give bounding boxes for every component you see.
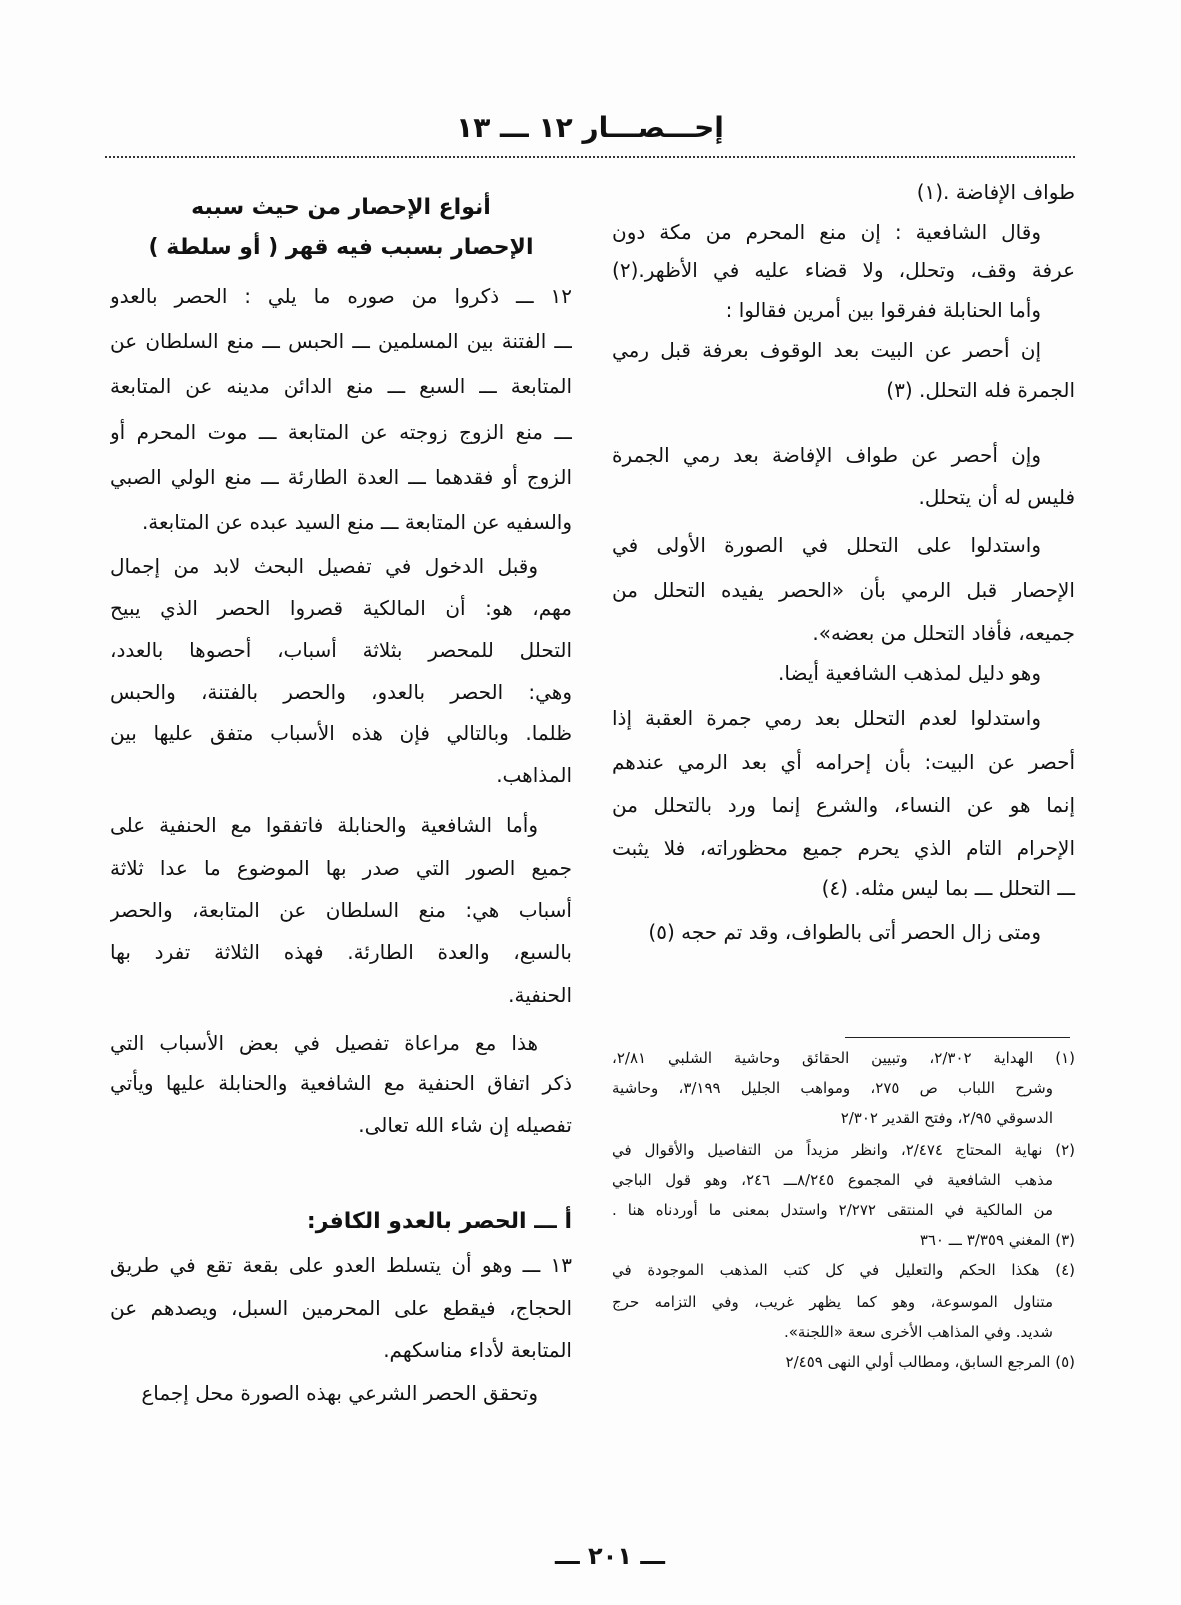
text-line: أسباب هي: منع السلطان عن المتابعة، والحصر: [110, 898, 572, 922]
header-dotted-divider: [105, 156, 1075, 158]
text-line: ١٣ ـــ وهو أن يتسلط العدو على بقعة تقع في طريق: [110, 1253, 572, 1277]
text-line: إنما هو عن النساء، والشرع إنما ورد بالتحلل من: [612, 793, 1075, 817]
text-line: أحصر عن البيت: بأن إحرامه أي بعد الرمي عندهم: [612, 750, 1075, 774]
text-line: جميعه، فأفاد التحلل من بعضه».: [812, 621, 1075, 645]
text-line: والسفيه عن المتابعة ـــ منع السيد عبده عن المتابعة.: [141, 510, 572, 534]
footnote-line: شديد. وفي المذاهب الأخرى سعة «اللجنة».: [783, 1323, 1053, 1341]
text-line: المذاهب.: [496, 763, 572, 787]
text-line: وإن أحصر عن طواف الإفاضة بعد رمي الجمرة: [612, 443, 1041, 467]
page-number: ـــ ٢٠١ ـــ: [555, 1542, 665, 1570]
text-line: فليس له أن يتحلل.: [918, 485, 1075, 509]
text-line: عرفة وقف، وتحلل، ولا قضاء عليه في الأظهر.(٢): [612, 258, 1075, 282]
text-line: بالسبع، والعدة الطارئة. فهذه الثلاثة تفرد بها: [110, 940, 572, 964]
text-line: الحجاج، فيقطع على المحرمين السبل، ويصدهم عن: [110, 1296, 572, 1320]
footnote-line: الدسوقي ٢/٩٥، وفتح القدير ٢/٣٠٢: [840, 1109, 1053, 1127]
footnote-line: مذهب الشافعية في المجموع ٨/٢٤٥ـــ ٢٤٦، وهو قول الباجي: [612, 1171, 1053, 1189]
footnote-rule: [845, 1037, 1070, 1038]
text-line: واستدلوا على التحلل في الصورة الأولى في: [612, 533, 1041, 557]
footnote-line: (٤) هكذا الحكم والتعليل في كل كتب المذهب الموجودة في: [612, 1261, 1075, 1279]
text-line: المتابعة ـــ السبع ـــ منع الدائن مدينه عن المتابعة: [110, 374, 572, 398]
text-line: الإحرام التام الذي يحرم جميع محظوراته، فلا يثبت: [612, 836, 1075, 860]
text-line: وأما الشافعية والحنابلة فاتفقوا مع الحنفية على: [110, 813, 538, 837]
text-line: الزوج أو فقدهما ـــ العدة الطارئة ـــ منع الولي الصبي: [110, 465, 572, 489]
footnote-line: من المالكية في المنتقى ٢/٢٧٢ واستدل بمعنى ما أوردناه هنا .: [612, 1201, 1053, 1219]
text-line: ومتى زال الحصر أتى بالطواف، وقد تم حجه (٥): [648, 920, 1041, 944]
footnote-line: وشرح اللباب ص ٢٧٥، ومواهب الجليل ٣/١٩٩، وحاشية: [612, 1079, 1053, 1097]
footnote-line: متناول الموسوعة، وهو كما يظهر غريب، وفي التزامه حرج: [612, 1293, 1053, 1311]
text-line: ـــ الفتنة بين المسلمين ـــ الحبس ـــ منع السلطان عن: [110, 329, 572, 353]
text-line: وقبل الدخول في تفصيل البحث لابد من إجمال: [110, 554, 538, 578]
text-line: الحنفية.: [508, 983, 572, 1007]
text-line: ذكر اتفاق الحنفية مع الشافعية والحنابلة عليها ويأتي: [110, 1071, 572, 1095]
text-line: طواف الإفاضة .(١): [916, 180, 1075, 204]
text-line: مهم، هو: أن المالكية قصروا الحصر الذي يبيح: [110, 596, 572, 620]
text-line: وتحقق الحصر الشرعي بهذه الصورة محل إجماع: [141, 1381, 538, 1405]
text-line: ١٢ ـــ ذكروا من صوره ما يلي : الحصر بالعدو: [110, 284, 572, 308]
text-line: الإحصار قبل الرمي بأن «الحصر يفيده التحلل من: [612, 578, 1075, 602]
text-line: جميع الصور التي صدر بها الموضوع ما عدا ثلاثة: [110, 856, 572, 880]
text-line: ـــ التحلل ـــ بما ليس مثله. (٤): [821, 876, 1075, 900]
subsection-heading: أ ـــ الحصر بالعدو الكافر:: [306, 1209, 572, 1234]
text-line: ظلما. وبالتالي فإن هذه الأسباب متفق عليها بين: [110, 721, 572, 745]
text-line: وأما الحنابلة ففرقوا بين أمرين فقالوا :: [725, 298, 1041, 322]
footnote-line: (٢) نهاية المحتاج ٢/٤٧٤، وانظر مزيداً من التفاصيل والأقوال في: [612, 1141, 1075, 1159]
text-line: واستدلوا لعدم التحلل بعد رمي جمرة العقبة إذا: [612, 706, 1041, 730]
footnote-line: (١) الهداية ٢/٣٠٢، وتبيين الحقائق وحاشية الشلبي ٢/٨١،: [612, 1049, 1075, 1067]
text-line: هذا مع مراعاة تفصيل في بعض الأسباب التي: [110, 1031, 538, 1055]
running-header: إحـــصـــار ١٢ ـــ ١٣: [456, 111, 724, 144]
text-line: وقال الشافعية : إن منع المحرم من مكة دون: [612, 220, 1041, 244]
text-line: وهي: الحصر بالعدو، والحصر بالفتنة، والحبس: [110, 680, 572, 704]
text-line: إن أحصر عن البيت بعد الوقوف بعرفة قبل رمي: [612, 338, 1041, 362]
text-line: ـــ منع الزوج زوجته عن المتابعة ـــ موت المحرم أو: [110, 420, 572, 444]
text-line: الجمرة فله التحلل. (٣): [886, 378, 1075, 402]
section-heading: الإحصار بسبب فيه قهر ( أو سلطة ): [148, 235, 534, 260]
footnote-line: (٥) المرجع السابق، ومطالب أولي النهى ٢/٤٥٩: [785, 1353, 1075, 1371]
text-line: وهو دليل لمذهب الشافعية أيضا.: [778, 661, 1041, 685]
footnote-line: (٣) المغني ٣/٣٥٩ ـــ ٣٦٠: [919, 1231, 1075, 1249]
section-heading: أنواع الإحصار من حيث سببه: [191, 195, 491, 220]
text-line: المتابعة لأداء مناسكهم.: [383, 1338, 572, 1362]
text-line: تفصيله إن شاء الله تعالى.: [358, 1113, 572, 1137]
text-line: التحلل للمحصر بثلاثة أسباب، أحصوها بالعدد،: [110, 638, 572, 662]
